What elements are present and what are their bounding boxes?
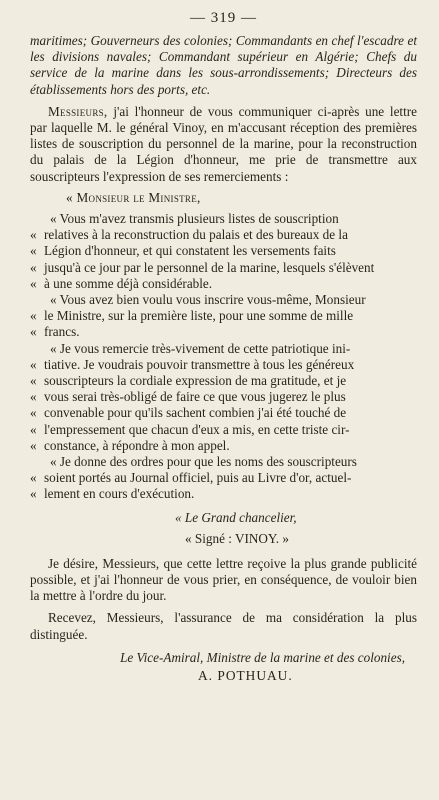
letter-line (30, 211, 417, 227)
letter-line (30, 276, 417, 292)
quote-mark (30, 211, 44, 227)
letter-body (30, 211, 417, 503)
intro-paragraph (30, 104, 417, 185)
letter-line-text: le Ministre, sur la première liste, pour une somme de mille (44, 308, 354, 324)
quote-mark (30, 292, 44, 308)
letter-line-text: relatives à la reconstruction du palais et des bureaux de la (44, 227, 348, 243)
quote-mark: « (30, 275, 37, 291)
letter-line (30, 454, 417, 470)
letter-line (30, 227, 417, 243)
quote-mark: « (30, 405, 37, 421)
letter-line-text: jusqu'à ce jour par le personnel de la marine, lesquels s'élèvent (44, 259, 375, 275)
letter-line-text: « Vous avez bien voulu vous inscrire vous-même, Monsieur (50, 292, 366, 308)
intro-lead: Messieurs, (48, 103, 108, 119)
letter-line (30, 422, 417, 438)
letter-line (30, 373, 417, 389)
page-number: — 319 — (190, 10, 257, 26)
letter-salutation: « Monsieur le Ministre, (66, 189, 201, 205)
letter-line (30, 243, 417, 259)
letter-line-text: Légion d'honneur, et qui constatent les versements faits (44, 243, 336, 259)
minister-name: A. POTHUAU. (198, 667, 293, 683)
quote-mark: « (30, 324, 37, 340)
quote-mark (30, 341, 44, 357)
letter-line (30, 260, 417, 276)
letter-line (30, 405, 417, 421)
quote-mark (30, 454, 44, 470)
letter-line (30, 324, 417, 340)
quote-mark: « (30, 373, 37, 389)
quote-mark: « (30, 389, 37, 405)
signature-title: « Le Grand chancelier, (175, 509, 297, 525)
quote-mark: « (30, 437, 37, 453)
letter-line-text: l'empressement que chacun d'eux a mis, en cette triste cir- (44, 421, 350, 437)
letter-line-text: tiative. Je voudrais pouvoir transmettre à tous les généreux (44, 356, 355, 372)
quote-mark: « (30, 227, 37, 243)
letter-line-text: « Je vous remercie très-vivement de cette patriotique ini- (50, 340, 351, 356)
letter-line (30, 357, 417, 373)
quote-mark: « (30, 356, 37, 372)
letter-line-text: « Je donne des ordres pour que les noms des souscripteurs (50, 454, 357, 470)
minister-title: Le Vice-Amiral, Ministre de la marine et des colonies, (120, 649, 405, 665)
letter-line-text: convenable pour qu'ils sachent combien j'ai été touché de (44, 405, 347, 421)
letter-line-text: lement en cours d'exécution. (44, 486, 195, 502)
quote-mark: « (30, 486, 37, 502)
letter-line-text: constance, à répondre à mon appel. (44, 437, 230, 453)
quote-mark: « (30, 421, 37, 437)
signature-name: « Signé : VINOY. » (185, 530, 289, 546)
letter-line-text: soient portés au Journal officiel, puis au Livre d'or, actuel- (44, 470, 352, 486)
letter-line-text: francs. (44, 324, 80, 340)
quote-mark: « (30, 470, 37, 486)
letter-line (30, 470, 417, 486)
letter-line (30, 292, 417, 308)
letter-line-text: vous serai très-obligé de faire ce que vous jugerez le plus (44, 389, 346, 405)
quote-mark: « (30, 243, 37, 259)
letter-line (30, 308, 417, 324)
letter-line (30, 486, 417, 502)
letter-line-text: à une somme déjà considérable. (44, 275, 213, 291)
closing-paragraph: Recevez, Messieurs, l'assurance de ma considération la plus distinguée. (30, 610, 417, 642)
letter-line (30, 438, 417, 454)
letter-line (30, 389, 417, 405)
letter-line-text: « Vous m'avez transmis plusieurs listes de souscription (50, 211, 339, 227)
addressee-list: maritimes; Gouverneurs des colonies; Commandants en chef l'escadre et les divisions navales; Commandant supérieur en Algérie; Chefs du service de la marine dans les sous-arrondissements; Directeurs des établissements hors des ports, etc. (30, 33, 417, 97)
letter-line-text: souscripteurs la cordiale expression de ma gratitude, et je (44, 373, 347, 389)
publicity-paragraph: Je désire, Messieurs, que cette lettre reçoive la plus grande publicité possible, et j'ai l'honneur de vous prier, en conséquence, de vouloir bien la mettre à l'ordre du jour. (30, 555, 417, 604)
quote-mark: « (30, 308, 37, 324)
quote-mark: « (30, 259, 37, 275)
intro-text: j'ai l'honneur de vous communiquer ci-après une lettre par laquelle M. le général Vinoy, en m'accusant réception des premières listes de souscription du personnel de la marine, pour la reconstruction du palais de la Légion d'honneur, me prie de transmettre aux souscripteurs l'expression de ses remerciements : (30, 103, 417, 184)
letter-line (30, 341, 417, 357)
